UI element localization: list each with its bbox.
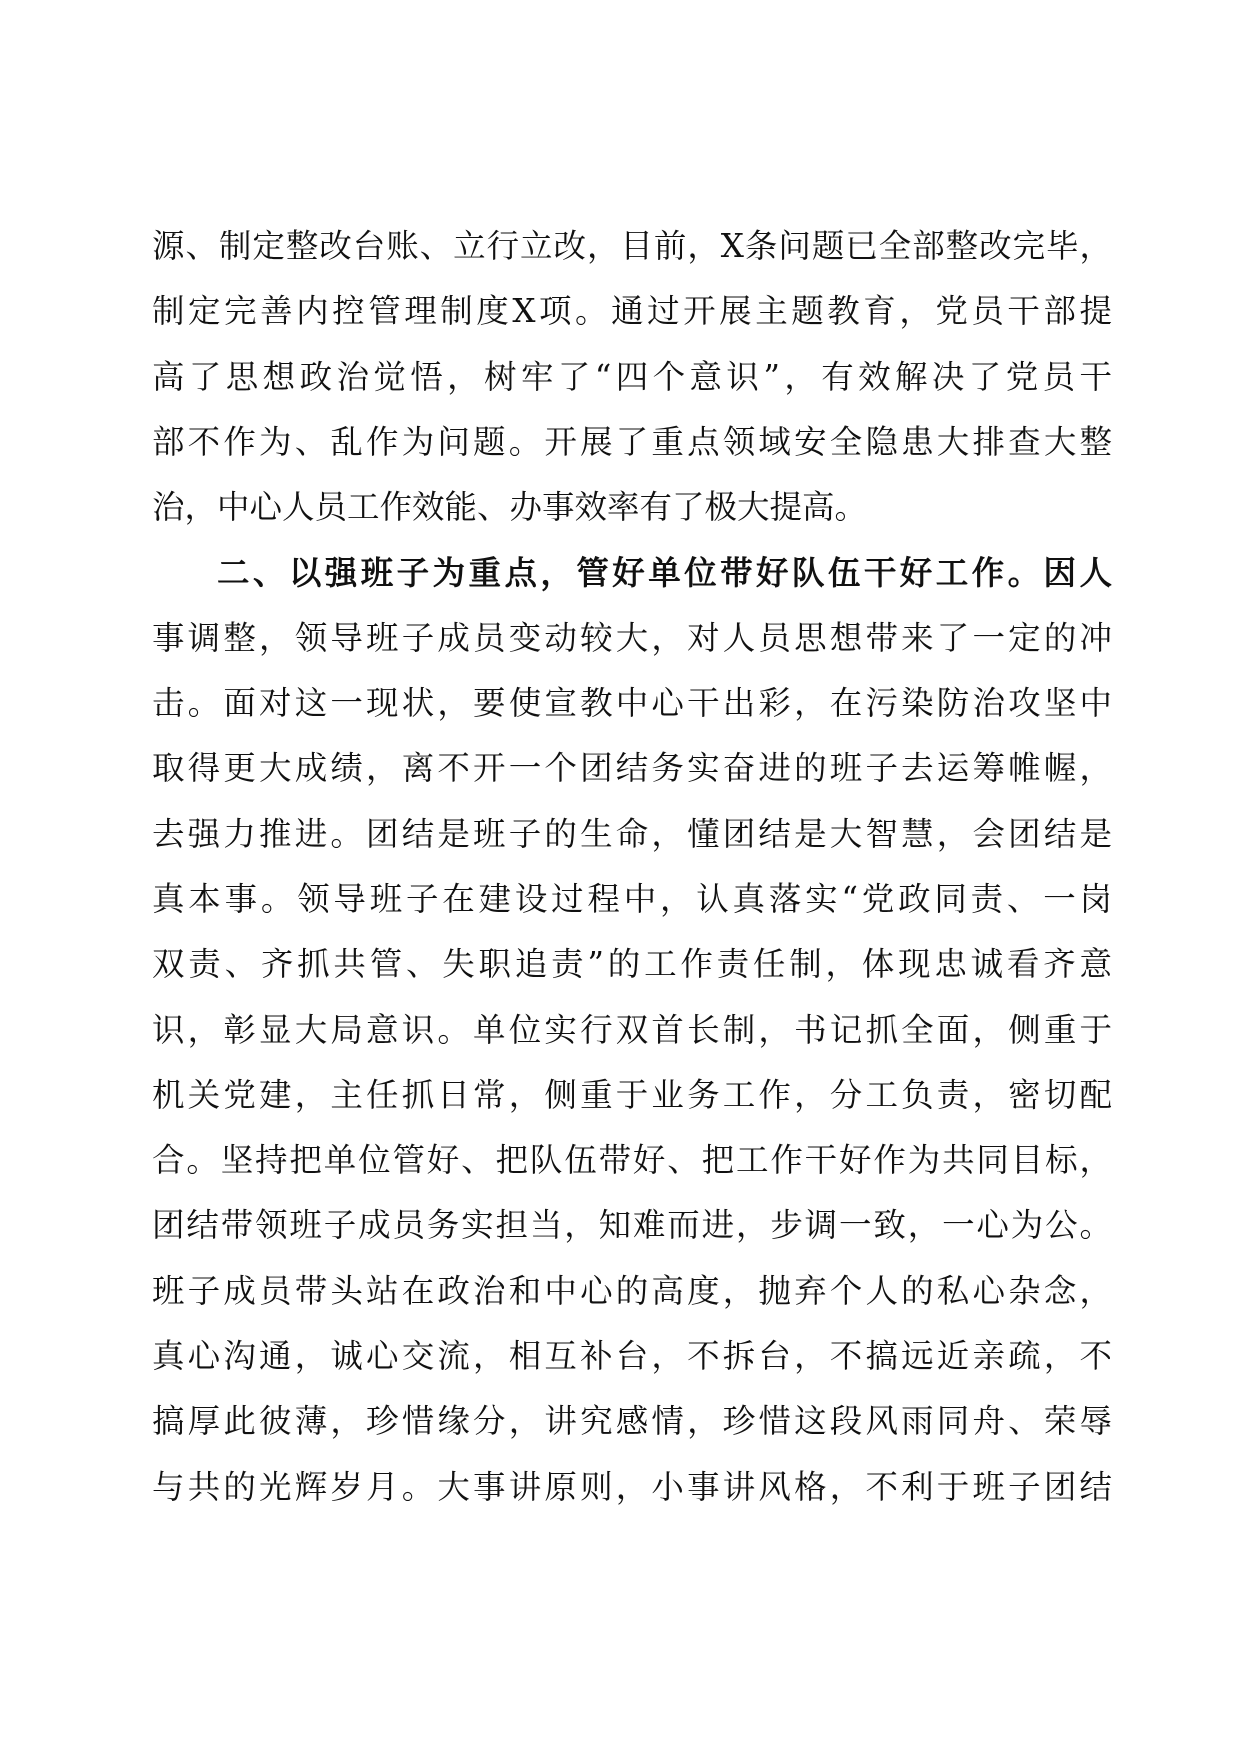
text-line: 搞厚此彼薄，珍惜缘分，讲究感情，珍惜这段风雨同舟、荣辱	[152, 1402, 1112, 1441]
text-line: 与共的光辉岁月。大事讲原则，小事讲风格，不利于班子团结	[152, 1467, 1112, 1506]
text-line: 取得更大成绩，离不开一个团结务实奋进的班子去运筹帷幄，	[152, 749, 1112, 788]
text-line: 去强力推进。团结是班子的生命，懂团结是大智慧，会团结是	[152, 814, 1112, 853]
text-line: 真心沟通，诚心交流，相互补台，不拆台，不搞远近亲疏，不	[152, 1337, 1112, 1376]
text-line: 团结带领班子成员务实担当，知难而进，步调一致，一心为公。	[152, 1206, 1112, 1245]
text-line: 双责、齐抓共管、失职追责”的工作责任制，体现忠诚看齐意	[152, 945, 1112, 984]
text-line: 部不作为、乱作为问题。开展了重点领域安全隐患大排查大整	[152, 422, 1112, 461]
text-line: 事调整，领导班子成员变动较大，对人员思想带来了一定的冲	[152, 618, 1112, 657]
text-line: 机关党建，主任抓日常，侧重于业务工作，分工负责，密切配	[152, 1075, 1112, 1114]
body-text	[152, 214, 1112, 1520]
text-line: 高了思想政治觉悟，树牢了“四个意识”，有效解决了党员干	[152, 357, 1112, 396]
text-line: 班子成员带头站在政治和中心的高度，抛弃个人的私心杂念，	[152, 1271, 1112, 1310]
text-line: 击。面对这一现状，要使宣教中心干出彩，在污染防治攻坚中	[152, 684, 1112, 723]
text-line: 源、制定整改台账、立行立改，目前，X条问题已全部整改完毕，	[152, 227, 1112, 265]
section-heading-line: 二、以强班子为重点，管好单位带好队伍干好工作。因人	[217, 553, 1112, 593]
text-line: 制定完善内控管理制度X项。通过开展主题教育，党员干部提	[152, 292, 1112, 331]
text-line: 治，中心人员工作效能、办事效率有了极大提高。	[152, 488, 868, 527]
text-line: 真本事。领导班子在建设过程中，认真落实“党政同责、一岗	[152, 879, 1112, 918]
text-line: 合。坚持把单位管好、把队伍带好、把工作干好作为共同目标，	[152, 1141, 1112, 1180]
text-line: 识，彰显大局意识。单位实行双首长制，书记抓全面，侧重于	[152, 1010, 1112, 1049]
